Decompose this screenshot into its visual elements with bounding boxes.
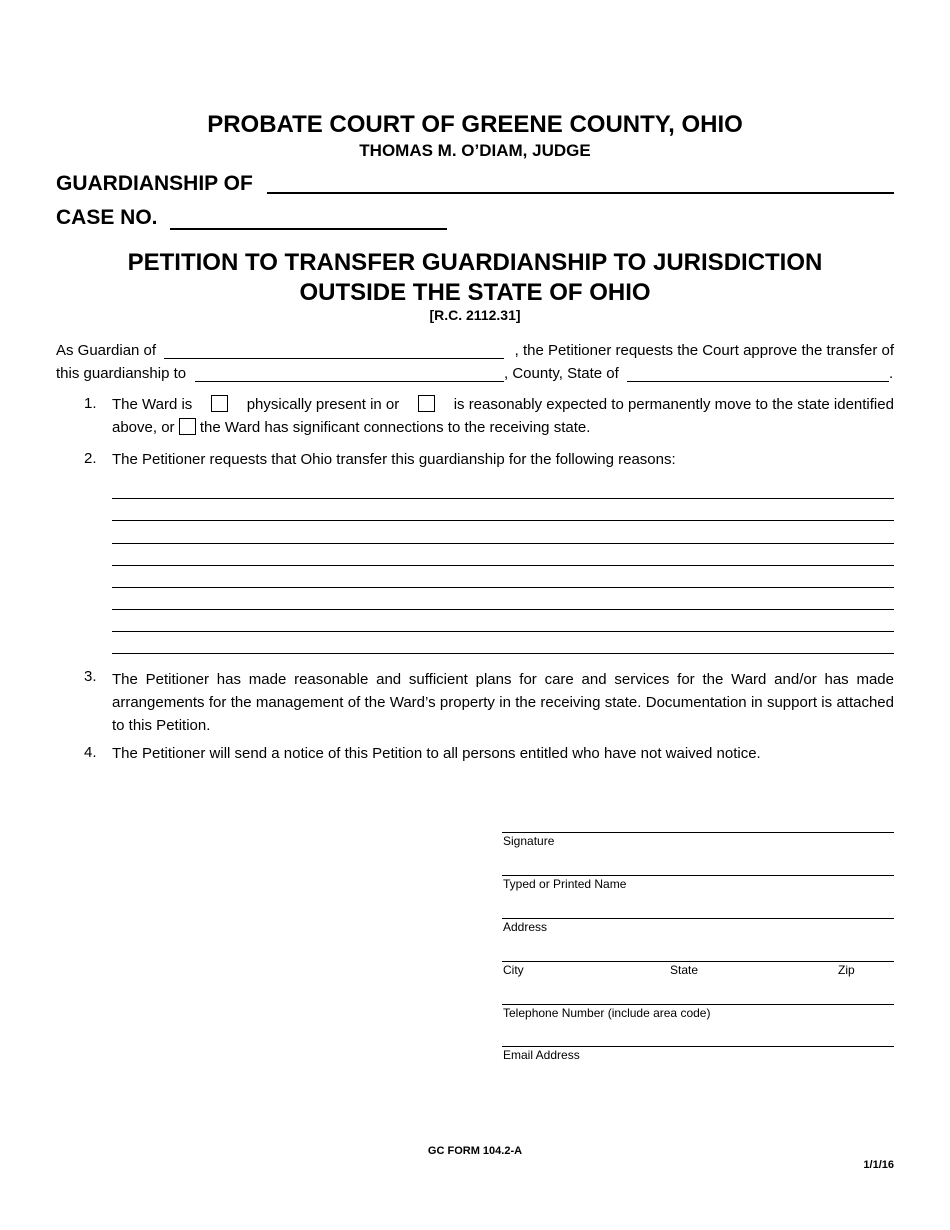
item-1-text-d: above, or	[112, 419, 175, 436]
signature-field[interactable]	[502, 832, 894, 833]
case-no-field[interactable]	[170, 228, 447, 230]
city-state-zip-field[interactable]	[502, 961, 894, 962]
item-number-4: 4.	[84, 744, 97, 761]
judge-name: THOMAS M. O’DIAM, JUDGE	[359, 141, 591, 160]
item-1-text-c: is reasonably expected to permanently move to the state identified	[453, 396, 894, 413]
case-no-label: CASE NO.	[56, 206, 158, 229]
petitioner-requests-text: , the Petitioner requests the Court approve the transfer of	[514, 342, 894, 359]
period: .	[889, 365, 894, 382]
reason-line[interactable]	[112, 565, 894, 566]
court-name: PROBATE COURT OF GREENE COUNTY, OHIO	[207, 111, 743, 138]
telephone-field[interactable]	[502, 1004, 894, 1005]
zip-label: Zip	[838, 963, 855, 977]
county-state-label: , County, State of	[504, 365, 619, 382]
form-title-line2: OUTSIDE THE STATE OF OHIO	[299, 279, 651, 306]
as-guardian-label: As Guardian of	[56, 342, 157, 359]
telephone-label: Telephone Number (include area code)	[503, 1006, 711, 1020]
item-4-text: The Petitioner will send a notice of this Petition to all persons entitled who have not waived notice.	[112, 745, 761, 762]
item-number-1: 1.	[84, 395, 97, 412]
email-label: Email Address	[503, 1048, 580, 1062]
item-number-2: 2.	[84, 450, 97, 467]
printed-name-field[interactable]	[502, 875, 894, 876]
state-field[interactable]	[627, 381, 889, 382]
this-guardianship-label: this guardianship to	[56, 365, 187, 382]
ward-name-field[interactable]	[164, 358, 504, 359]
item-3-text: The Petitioner has made reasonable and sufficient plans for care and services for the Ward and/or has made arrangements for the management of the Ward’s property in the receiving state. Documentation in support is attached to this Petition.	[112, 671, 894, 734]
form-date: 1/1/16	[863, 1159, 894, 1171]
item-number-3: 3.	[84, 668, 97, 685]
reason-line[interactable]	[112, 631, 894, 632]
form-number: GC FORM 104.2-A	[427, 1145, 523, 1157]
item-1-text-b: physically present in or	[246, 396, 400, 413]
signature-label: Signature	[503, 834, 555, 848]
item-2-text: The Petitioner requests that Ohio transfer this guardianship for the following reasons:	[112, 451, 676, 468]
expected-to-move-checkbox[interactable]	[418, 395, 435, 412]
address-field[interactable]	[502, 918, 894, 919]
state-label: State	[670, 963, 699, 977]
item-1-text-e: the Ward has significant connections to the receiving state.	[199, 419, 591, 436]
physically-present-checkbox[interactable]	[211, 395, 228, 412]
item-1-line1	[112, 395, 894, 415]
reason-line[interactable]	[112, 653, 894, 654]
printed-name-label: Typed or Printed Name	[503, 877, 627, 891]
address-label: Address	[503, 920, 548, 934]
reason-line[interactable]	[112, 587, 894, 588]
guardianship-of-field[interactable]	[267, 192, 894, 194]
item-1-text-a: The Ward is	[112, 396, 193, 413]
reason-line[interactable]	[112, 498, 894, 499]
city-label: City	[503, 963, 524, 977]
reason-line[interactable]	[112, 520, 894, 521]
item-1-line2	[112, 418, 590, 438]
statute-reference: [R.C. 2112.31]	[429, 307, 521, 323]
email-field[interactable]	[502, 1046, 894, 1047]
significant-connections-checkbox[interactable]	[179, 418, 196, 435]
form-title-line1: PETITION TO TRANSFER GUARDIANSHIP TO JURISDICTION	[127, 249, 823, 276]
reason-line[interactable]	[112, 609, 894, 610]
reason-line[interactable]	[112, 543, 894, 544]
guardianship-of-label: GUARDIANSHIP OF	[56, 172, 253, 195]
transfer-county-field[interactable]	[195, 381, 504, 382]
